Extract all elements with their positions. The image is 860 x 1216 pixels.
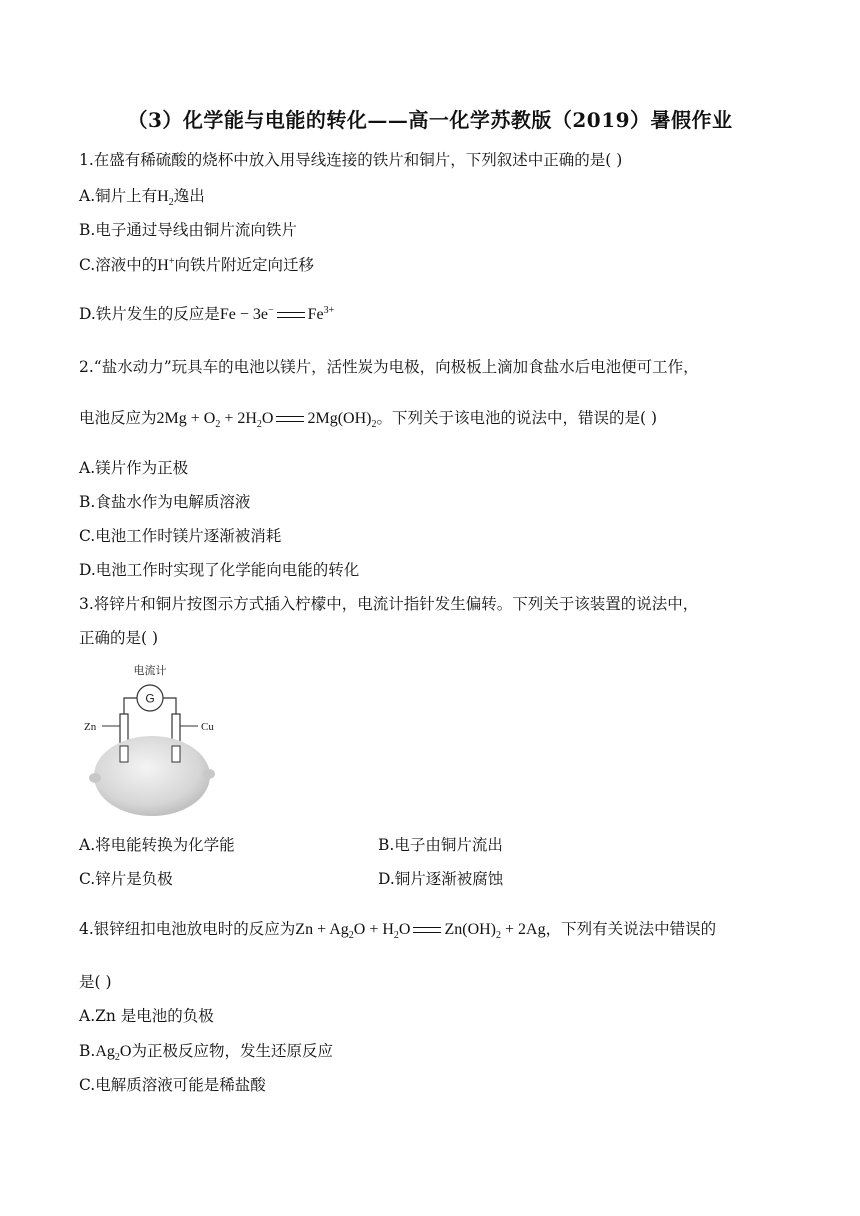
q4-option-c: C.电解质溶液可能是稀盐酸	[79, 1076, 266, 1094]
q2-option-a: A.镁片作为正极	[79, 459, 189, 477]
q4-stem-line2: 是( )	[79, 973, 112, 991]
q3-option-d: D.铜片逐渐被腐蚀	[378, 870, 504, 888]
svg-text:Cu: Cu	[201, 721, 214, 733]
equals-sign	[413, 927, 441, 933]
q4-option-b: $B.Ag_2O$为正极反应物，发生还原反应	[79, 1042, 333, 1063]
q1-stem: 1.在盛有稀硫酸的烧杯中放入用导线连接的铁片和铜片，下列叙述中正确的是( )	[79, 151, 623, 169]
q2-option-b: B.食盐水作为电解质溶液	[79, 493, 251, 511]
lemon-battery-figure	[80, 660, 230, 822]
q3-option-c: C.锌片是负极	[79, 870, 173, 888]
q3-stem-line2: 正确的是( )	[79, 629, 159, 647]
q3-stem-line1: 3.将锌片和铜片按图示方式插入柠檬中，电流计指针发生偏转。下列关于该装置的说法中，	[79, 595, 699, 613]
q1-option-c: C.溶液中的H+向铁片附近定向迁移	[79, 256, 314, 274]
q4-stem-line1: 4.银锌纽扣电池放电时的反应为$Zn + Ag_2O + H_2O$ $Zn(OH)_2 + 2Ag$，下列有关说法中错误的	[79, 920, 717, 941]
q2-option-c: C.电池工作时镁片逐渐被消耗	[79, 527, 282, 545]
q3-option-a: A.将电能转换为化学能	[79, 836, 235, 854]
q2-stem-line2: 电池反应为$2Mg + O_2 + 2H_2O$ $2Mg(OH)_2$。下列关于该电池的说法中，错误的是( )	[79, 409, 657, 430]
q3-option-b: B.电子由铜片流出	[378, 836, 503, 854]
page-title: （3）化学能与电能的转化——高一化学苏教版（2019）暑假作业	[127, 108, 733, 132]
q1-option-a: A.铜片上有$H_2$逸出	[79, 187, 205, 208]
q1-option-d: D.铁片发生的反应是Fe − 3e− $Fe^{3+}$	[79, 305, 335, 323]
meter-label: 电流计	[133, 665, 167, 677]
svg-text:G: G	[145, 691, 155, 706]
q2-option-d: D.电池工作时实现了化学能向电能的转化	[79, 561, 360, 579]
equals-sign	[277, 312, 305, 318]
equals-sign	[276, 416, 304, 422]
lemon	[94, 736, 210, 816]
q1-option-b: B.电子通过导线由铜片流向铁片	[79, 221, 297, 239]
q4-option-a: A.Zn 是电池的负极	[79, 1007, 214, 1025]
q2-stem-line1: 2.“盐水动力”玩具车的电池以镁片，活性炭为电极，向极板上滴加食盐水后电池便可工作，	[79, 358, 699, 376]
svg-text:Zn: Zn	[84, 721, 97, 733]
